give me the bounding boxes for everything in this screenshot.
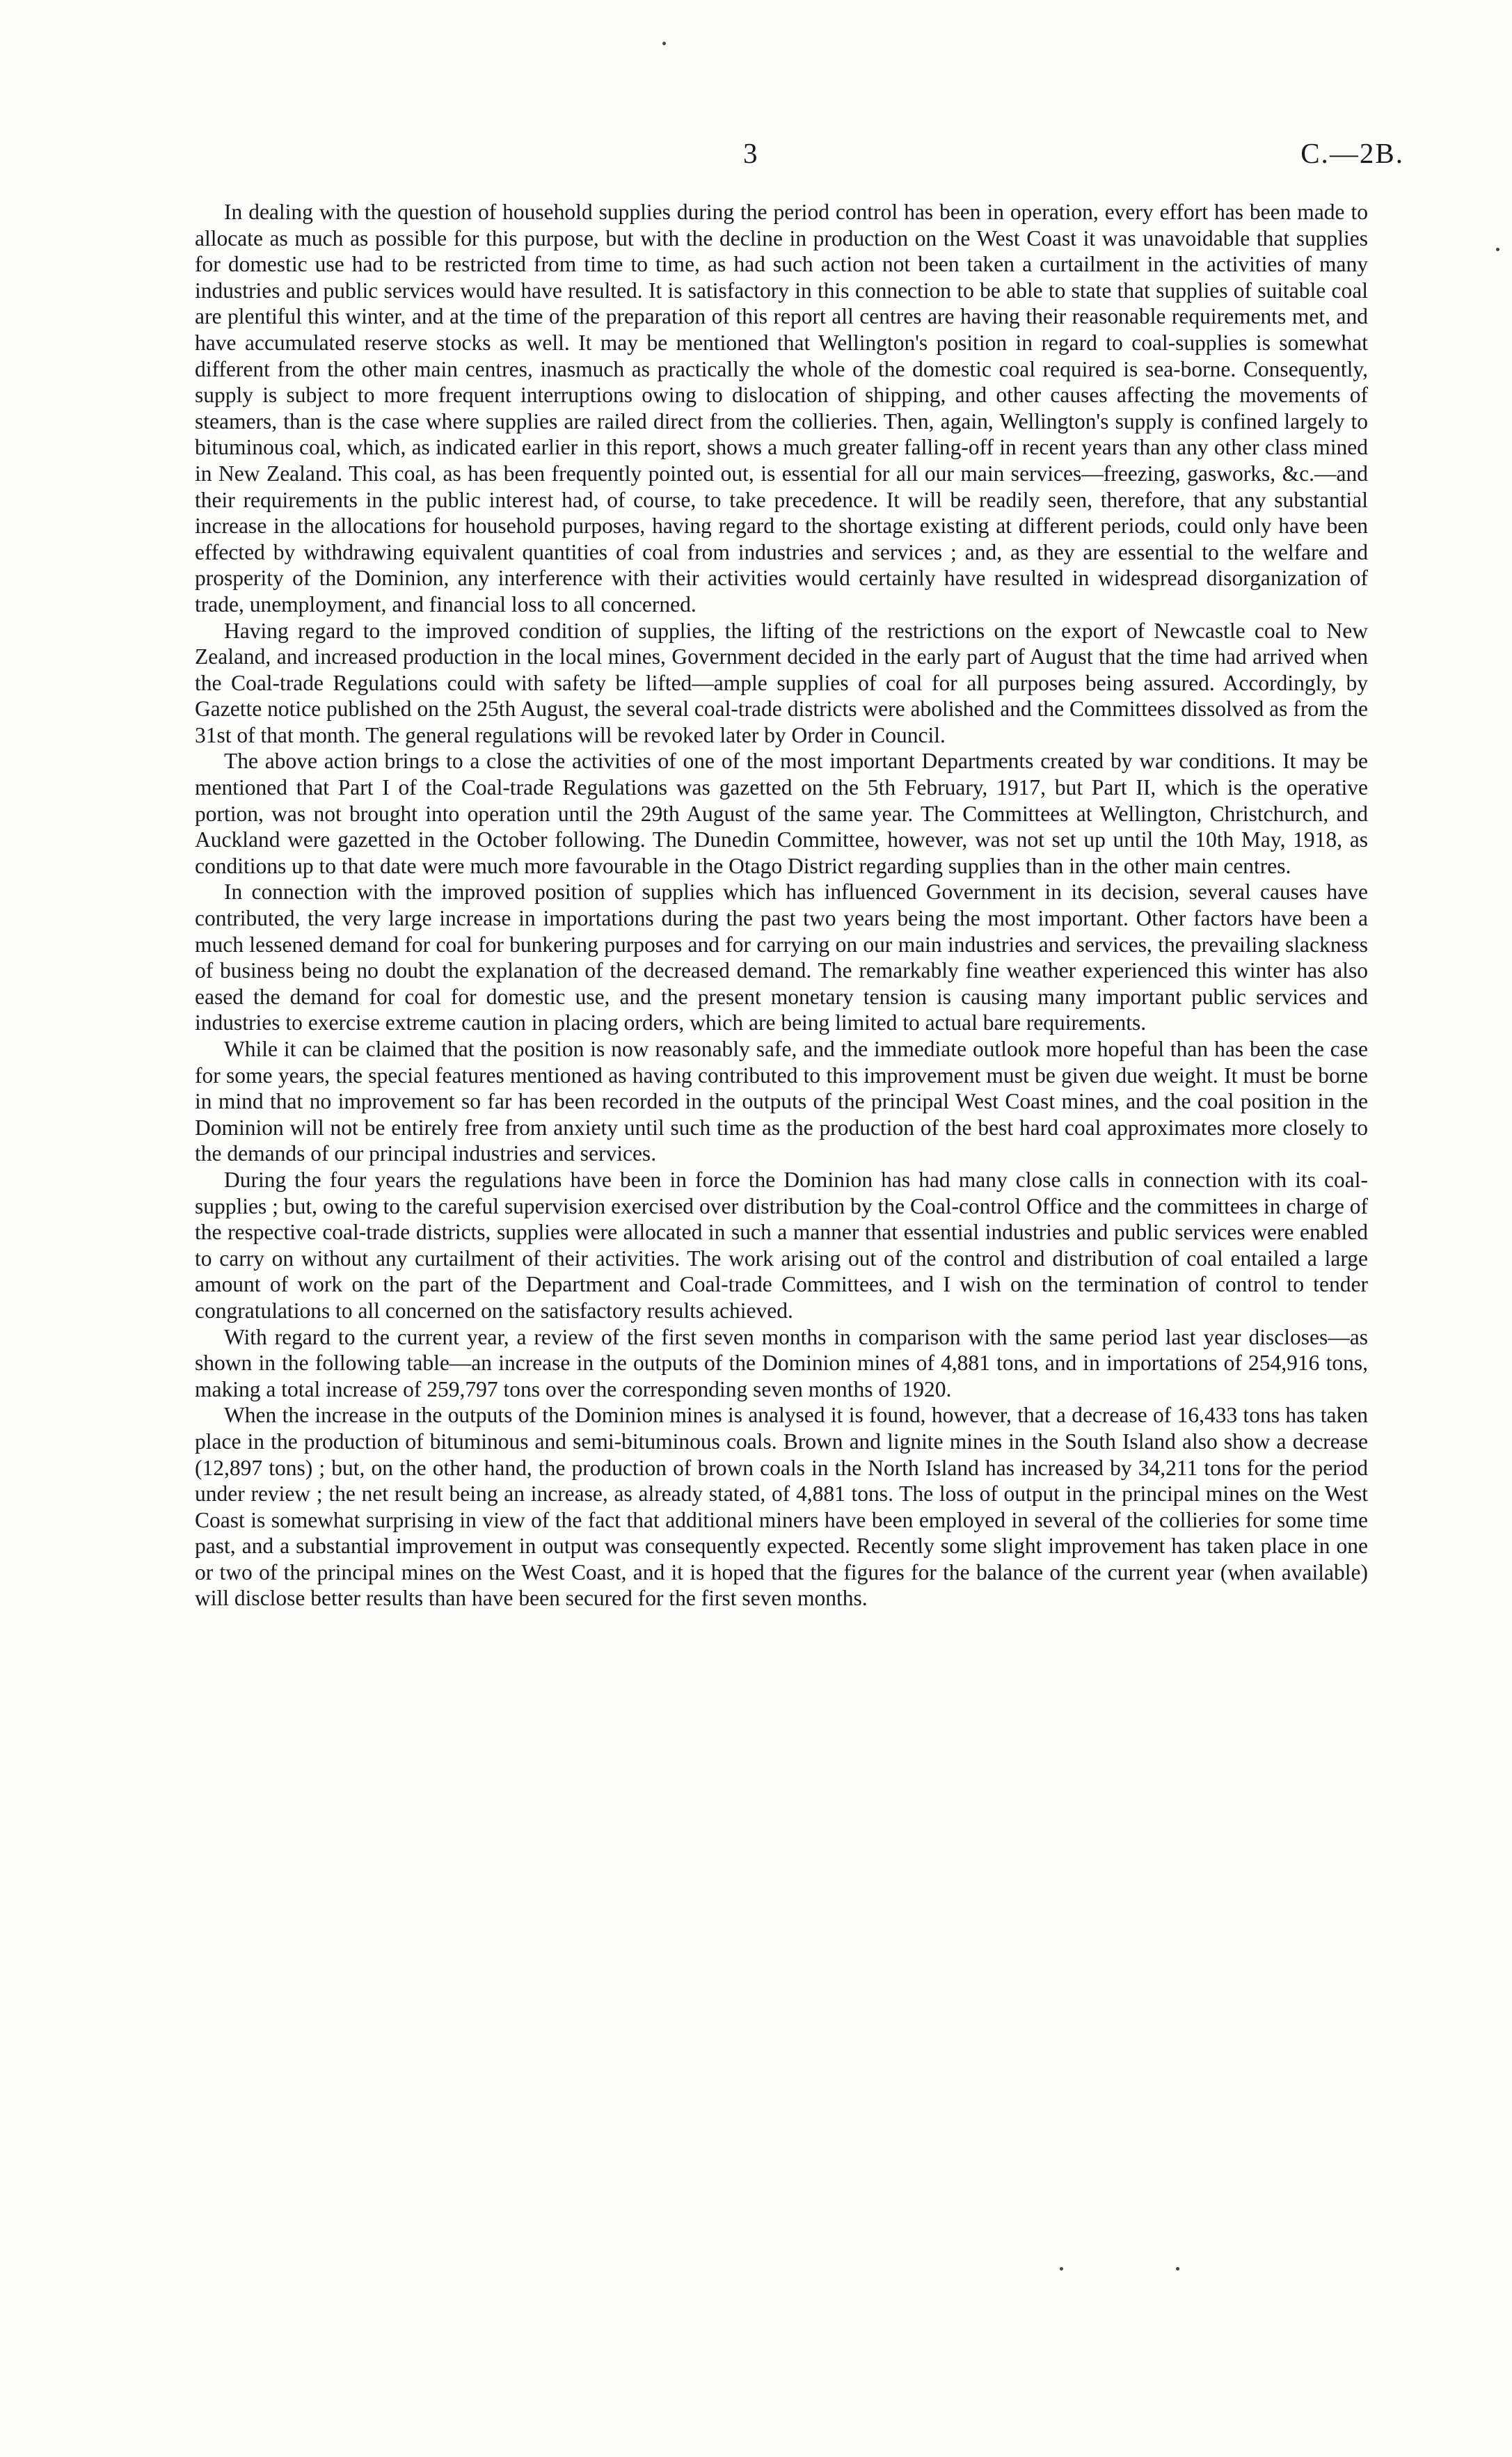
scan-speck [1496,248,1499,251]
scan-speck [662,42,666,45]
paragraph-current-year: With regard to the current year, a review of the first seven months in comparison with the same period last year discloses—as shown in the following table—an increase in the outputs of the Dominion mines of 4,881 tons, and in importations of 254,916 tons, making a total increase of 259,797 tons over the corresponding seven months of 1920. [195,1324,1368,1401]
paragraph-household-supplies: In dealing with the question of household supplies during the period control has been in operation, every effort has been made to allocate as much as possible for this purpose, but with the decline in production on the West Coast it was unavoidable that supplies for domestic use had to be restricted from time to time, as had such action not been taken a curtailment in the activities of many industries and public services would have resulted. It is satisfactory in this connection to be able to state that supplies of suitable coal are plentiful this winter, and at the time of the preparation of this report all centres are having their reasonable requirements met, and have accumulated reserve stocks as well. It may be mentioned that Wellington's position in regard to coal-supplies is somewhat different from the other main centres, inasmuch as practically the whole of the domestic coal required is sea-borne. Consequently, supply is subject to more frequent interruptions owing to dislocation of shipping, and other causes affecting the movements of steamers, than is the case where supplies are railed direct from the collieries. Then, again, Wellington's supply is confined largely to bituminous coal, which, as indicated earlier in this report, shows a much greater falling-off in recent years than any other class mined in New Zealand. This coal, as has been frequently pointed out, is essential for all our main services—freezing, gasworks, &c.—and their requirements in the public interest had, of course, to take precedence. It will be readily seen, therefore, that any substantial increase in the allocations for household purposes, having regard to the shortage existing at different periods, could only have been effected by withdrawing equivalent quantities of coal from industries and services ; and, as they are essential to the welfare and prosperity of the Dominion, any interference with their activities would certainly have resulted in widespread disorganization of trade, unemployment, and financial loss to all concerned. [195,200,1368,617]
paragraph-outlook: While it can be claimed that the position is now reasonably safe, and the immediate outlook more hopeful than has been the case for some years, the special features mentioned as having contributed to this improvement must be given due weight. It must be borne in mind that no improvement so far has been recorded in the outputs of the principal West Coast mines, and the coal position in the Dominion will not be entirely free from anxiety until such time as the production of the best hard coal approximates more closely to the demands of our principal industries and services. [195,1037,1368,1166]
scan-speck [1060,2267,1063,2271]
paragraph-control-review: During the four years the regulations have been in force the Dominion has had many close calls in connection with its coal-supplies ; but, owing to the careful supervision exercised over distribution by the Coal-control Office and the committees in charge of the respective coal-trade districts, supplies were allocated in such a manner that essential industries and public services were enabled to carry on without any curtailment of their activities. The work arising out of the control and distribution of coal entailed a large amount of work on the part of the Department and Coal-trade Committees, and I wish on the termination of control to tender congratulations to all concerned on the satisfactory results achieved. [195,1167,1368,1323]
scan-speck [1176,2267,1179,2271]
paragraph-lifting-regulations: Having regard to the improved condition of supplies, the lifting of the restrictions on the export of Newcastle coal to New Zealand, and increased production in the local mines, Government decided in the early part of August that the time had arrived when the Coal-trade Regulations could with safety be lifted—ample supplies of coal for all purposes being assured. Accordingly, by Gazette notice published on the 25th August, the several coal-trade districts were abolished and the Committees dissolved as from the 31st of that month. The general regulations will be revoked later by Order in Council. [195,618,1368,747]
page-header [0,136,1512,178]
paragraph-department-history: The above action brings to a close the activities of one of the most important Departments created by war conditions. It may be mentioned that Part I of the Coal-trade Regulations was gazetted on the 5th February, 1917, but Part II, which is the operative portion, was not brought into operation until the 29th August of the same year. The Committees at Wellington, Christchurch, and Auckland were gazetted in the October following. The Dunedin Committee, however, was not set up until the 10th May, 1918, as conditions up to that date were much more favourable in the Otago District regarding supplies than in the other main centres. [195,749,1368,878]
page-number: 3 [743,137,758,169]
paragraph-improved-position: In connection with the improved position of supplies which has influenced Government in its decision, several causes have contributed, the very large increase in importations during the past two years being the most important. Other factors have been a much lessened demand for coal for bunkering purposes and for carrying on our main industries and services, the prevailing slackness of business being no doubt the explanation of the decreased demand. The remarkably fine weather experienced this winter has also eased the demand for coal for domestic use, and the present monetary tension is causing many important public services and industries to exercise extreme caution in placing orders, which are being limited to actual bare requirements. [195,880,1368,1035]
document-reference: C.—2B. [1300,137,1404,169]
report-body [195,199,1368,1612]
paragraph-output-analysis: When the increase in the outputs of the Dominion mines is analysed it is found, however, that a decrease of 16,433 tons has taken place in the production of bituminous and semi-bituminous coals. Brown and lignite mines in the South Island also show a decrease (12,897 tons) ; but, on the other hand, the production of brown coals in the North Island has increased by 34,211 tons for the period under review ; the net result being an increase, as already stated, of 4,881 tons. The loss of output in the principal mines on the West Coast is somewhat surprising in view of the fact that additional miners have been employed in several of the collieries for some time past, and a substantial improvement in output was consequently expected. Recently some slight improvement has taken place in one or two of the principal mines on the West Coast, and it is hoped that the figures for the balance of the current year (when available) will disclose better results than have been secured for the first seven months. [195,1403,1368,1611]
